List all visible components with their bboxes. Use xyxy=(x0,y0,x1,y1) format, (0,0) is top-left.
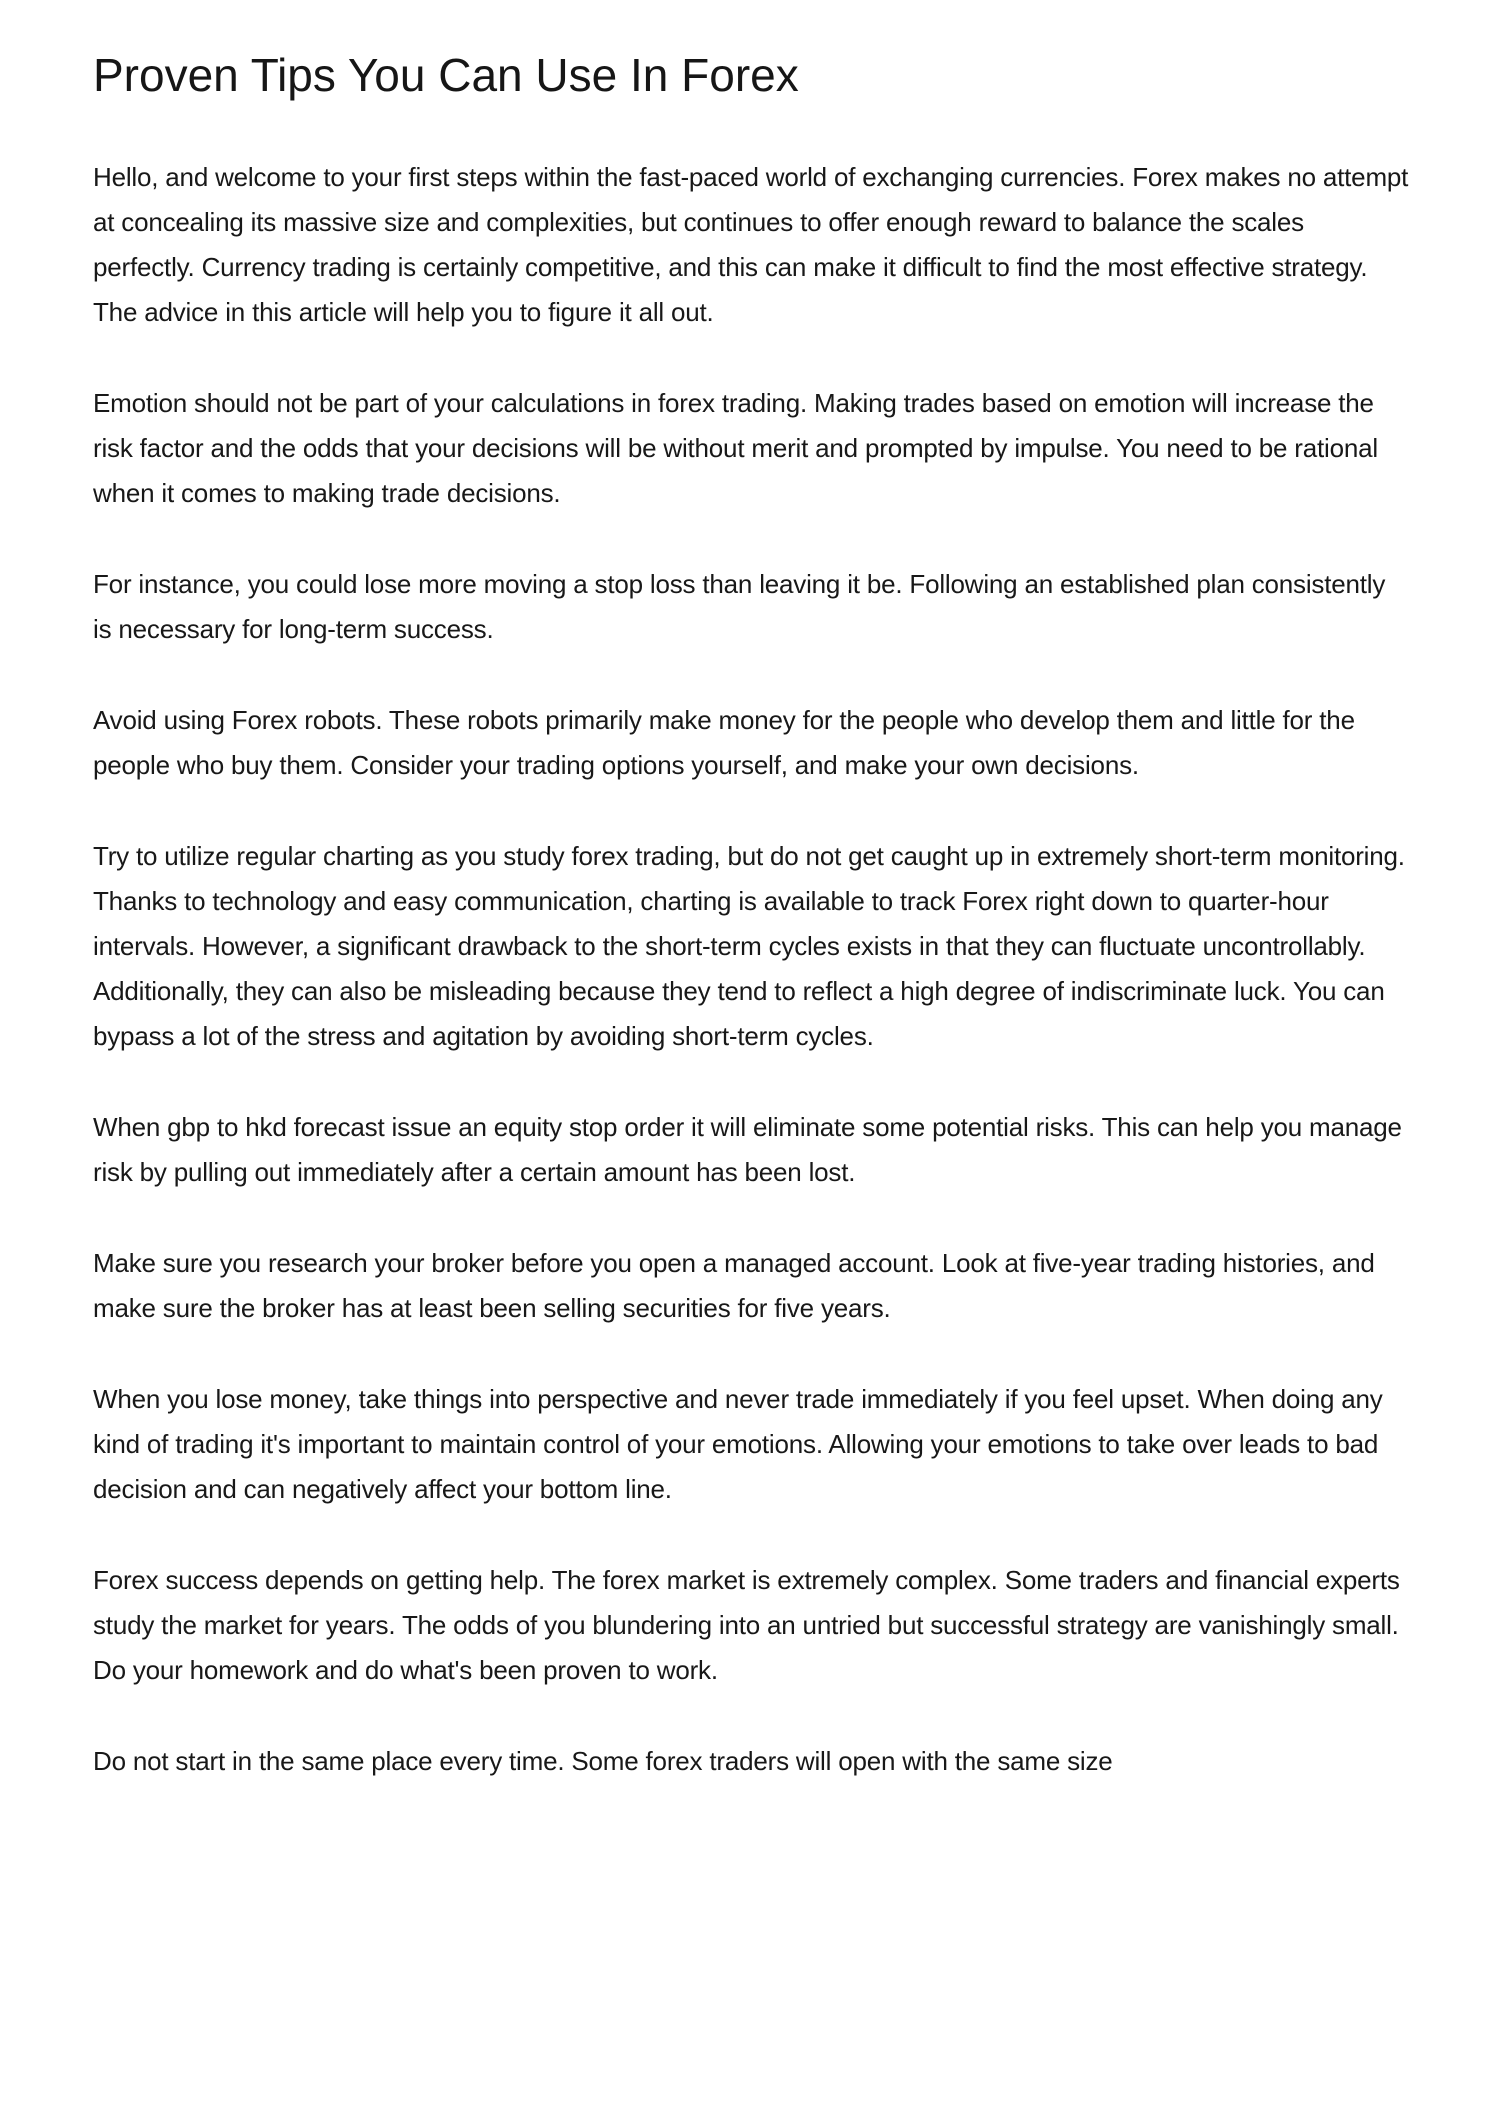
article-paragraph: When gbp to hkd forecast issue an equity stop order it will eliminate some potential risks. This can help you manage risk by pulling out immediately after a certain amount has been lost. xyxy=(93,1112,1402,1188)
article-paragraph: When you lose money, take things into perspective and never trade immediately if you feel upset. When doing any kind of trading it's important to maintain control of your emotions. Allowing your emotions to take over leads to bad decision and can negatively affect your bottom line. xyxy=(93,1384,1383,1505)
article-paragraph: Try to utilize regular charting as you study forex trading, but do not get caught up in extremely short-term monitoring. Thanks to technology and easy communication, charting is available to track Forex right down to quarter-hour intervals. However, a significant drawback to the short-term cycles exists in that they can fluctuate uncontrollably. Additionally, they can also be misleading because they tend to reflect a high degree of indiscriminate luck. You can bypass a lot of the stress and agitation by avoiding short-term cycles. xyxy=(93,841,1405,1052)
article-paragraph: Emotion should not be part of your calculations in forex trading. Making trades based on emotion will increase the risk factor and the odds that your decisions will be without merit and prompted by impulse. You need to be rational when it comes to making trade decisions. xyxy=(93,388,1378,509)
article-body xyxy=(93,155,1410,1784)
article-paragraph: Do not start in the same place every time. Some forex traders will open with the same size xyxy=(93,1746,1113,1777)
page-title: Proven Tips You Can Use In Forex xyxy=(93,49,799,101)
article-paragraph: Hello, and welcome to your first steps within the fast-paced world of exchanging currencies. Forex makes no attempt at concealing its massive size and complexities, but continues to offer enough reward to balance the scales perfectly. Currency trading is certainly competitive, and this can make it difficult to find the most effective strategy. The advice in this article will help you to figure it all out. xyxy=(93,162,1409,328)
article-paragraph: Avoid using Forex robots. These robots primarily make money for the people who develop them and little for the people who buy them. Consider your trading options yourself, and make your own decisions. xyxy=(93,705,1355,781)
article-paragraph: Make sure you research your broker before you open a managed account. Look at five-year trading histories, and make sure the broker has at least been selling securities for five years. xyxy=(93,1248,1375,1324)
article-paragraph: Forex success depends on getting help. The forex market is extremely complex. Some traders and financial experts study the market for years. The odds of you blundering into an untried but successful strategy are vanishingly small. Do your homework and do what's been proven to work. xyxy=(93,1565,1400,1686)
article-paragraph: For instance, you could lose more moving a stop loss than leaving it be. Following an established plan consistently is necessary for long-term success. xyxy=(93,569,1386,645)
